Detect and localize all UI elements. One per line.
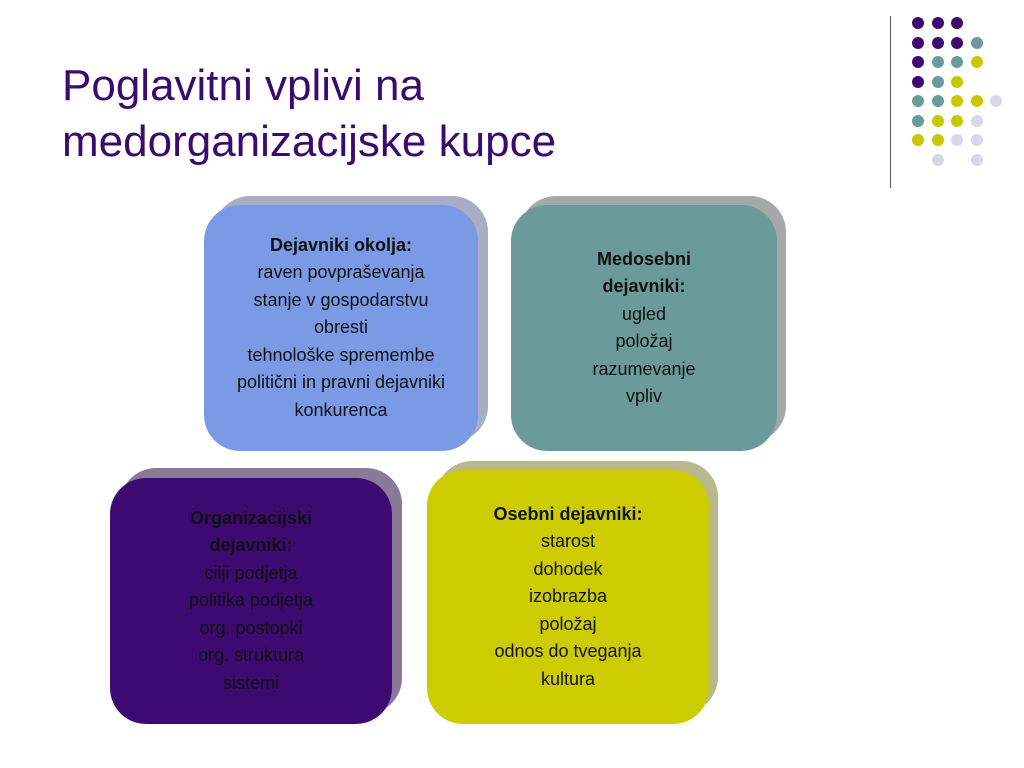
okolje-item: tehnološke spremembe — [247, 344, 435, 365]
decorative-dot — [951, 95, 963, 107]
decorative-dot — [951, 134, 963, 146]
organizacijski-item: org. postopki — [199, 617, 303, 638]
organizacijski-box — [110, 478, 392, 724]
decorative-dot — [932, 134, 944, 146]
osebni-item: starost — [540, 531, 596, 552]
organizacijski-heading: Organizacijski — [189, 507, 313, 528]
decorative-dot — [971, 134, 983, 146]
osebni-item: dohodek — [533, 558, 603, 579]
organizacijski-heading: dejavniki: — [209, 535, 293, 556]
decorative-dot — [932, 115, 944, 127]
osebni-item: kultura — [540, 668, 596, 689]
okolje-heading: Dejavniki okolja: — [269, 234, 413, 255]
decorative-dot — [932, 37, 944, 49]
osebni-box — [427, 470, 709, 724]
decorative-dot — [932, 76, 944, 88]
medosebni-item: položaj — [615, 331, 673, 351]
osebni-item: odnos do tveganja — [494, 641, 642, 662]
decorative-dot — [951, 37, 963, 49]
okolje-item: konkurenca — [294, 399, 388, 420]
osebni-heading: Osebni dejavniki: — [493, 503, 643, 524]
decorative-dot — [912, 17, 924, 29]
okolje-item: obresti — [313, 317, 369, 338]
medosebni-item: razumevanje — [592, 358, 696, 379]
decorative-dot — [951, 115, 963, 127]
medosebni-box — [511, 205, 777, 451]
medosebni-heading: Medosebni — [596, 248, 691, 269]
osebni-item: izobrazba — [528, 586, 608, 607]
organizacijski-item: cilji podjetja — [204, 562, 298, 583]
decorative-dot — [932, 154, 944, 166]
slide-title — [62, 58, 822, 170]
decorative-dot — [912, 56, 924, 68]
title-line-1: Poglavitni vplivi na — [62, 61, 424, 110]
decorative-dot — [951, 56, 963, 68]
decorative-dot — [971, 95, 983, 107]
okolje-item: stanje v gospodarstvu — [253, 289, 429, 310]
organizacijski-item: org. struktura — [197, 645, 305, 666]
okolje-item: politični in pravni dejavniki — [236, 372, 446, 393]
decorative-dot — [971, 154, 983, 166]
decorative-dot — [932, 17, 944, 29]
okolje-box — [204, 205, 478, 451]
decorative-dot — [951, 76, 963, 88]
osebni-item: položaj — [539, 613, 597, 634]
decorative-dot — [971, 115, 983, 127]
divider-line — [890, 16, 891, 188]
decorative-dot — [912, 95, 924, 107]
medosebni-item: vpliv — [625, 386, 662, 406]
decorative-dot — [990, 95, 1002, 107]
organizacijski-item: politika podjetja — [188, 590, 314, 611]
decorative-dot — [951, 17, 963, 29]
medosebni-heading: dejavniki: — [602, 276, 686, 296]
decorative-dot — [912, 115, 924, 127]
decorative-dot — [912, 76, 924, 88]
decorative-dot — [932, 95, 944, 107]
title-line-2: medorganizacijske kupce — [62, 117, 557, 166]
decorative-dot — [932, 56, 944, 68]
decorative-dot — [971, 37, 983, 49]
decorative-dot — [912, 37, 924, 49]
decorative-dot — [971, 56, 983, 68]
okolje-item: raven povpraševanja — [257, 262, 425, 283]
organizacijski-item: sistemi — [222, 672, 279, 693]
medosebni-item: ugled — [621, 303, 667, 324]
decorative-dot — [912, 134, 924, 146]
